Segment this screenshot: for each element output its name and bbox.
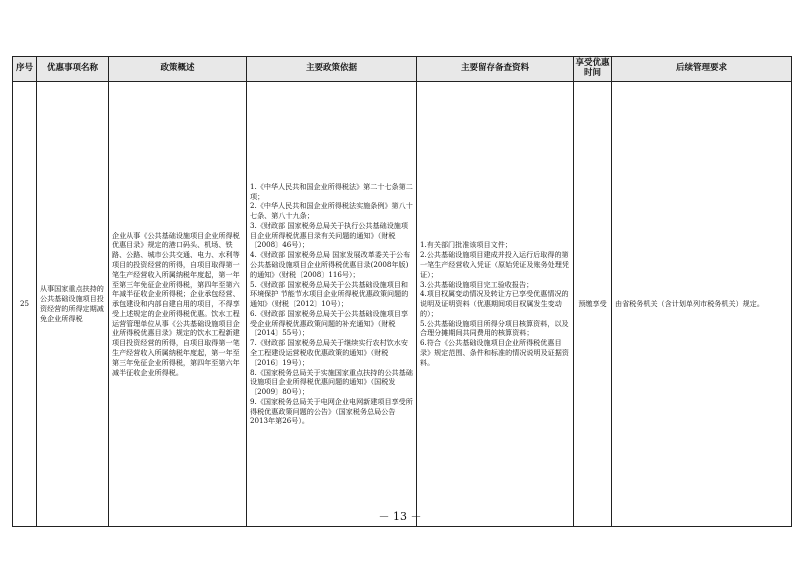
table-header-row [13, 57, 792, 82]
list-item: 2.《中华人民共和国企业所得税法实施条例》第八十七条、第八十九条； [250, 201, 413, 221]
list-item: 3.公共基础设施项目完工验收报告； [420, 279, 534, 289]
page-number: － 13 － [378, 510, 422, 523]
list-item: 2.公共基础设施项目建成并投入运行后取得的第一笔生产经营收入凭证（原始凭证及账务处理凭证）； [420, 250, 569, 279]
cell-overview: 企业从事《公共基础设施项目企业所得税优惠目录》规定的港口码头、机场、铁路、公路、城市公共交通、电力、水利等项目的投资经营的所得，自项目取得第一笔生产经营收入所属纳税年度起，第一年至第三年免征企业所得税，第四年至第六年减半征收企业所得税；企业承包经营、承包建设和内部自建自用的项目，不得享受上述规定的企业所得税优惠。饮水工程运营管理单位从事《公共基础设施项目企业所得税优惠目录》规定的饮水工程新建项目投资经营的所得，自项目取得第一笔生产经营收入所属纳税年度起，第一年至第三年免征企业所得税，第四年至第六年减半征收企业所得税。 [109, 82, 247, 527]
list-item: 5.《财政部 国家税务总局关于公共基础设施项目和环境保护 节能节水项目企业所得税优惠政策问题的通知》（财税〔2012〕10号）； [250, 279, 409, 309]
list-item: 5.公共基础设施项目所得分项目核算资料，以及合理分摊期间共同费用的核算资料； [420, 318, 569, 338]
table-row [13, 82, 792, 527]
cell-seq: 25 [13, 82, 37, 527]
header-term: 享受优惠时间 [574, 57, 612, 82]
list-item: 1.《中华人民共和国企业所得税法》第二十七条第二项； [250, 181, 413, 201]
list-item: 6.符合《公共基础设施项目企业所得税优惠目录》规定范围、条件和标准的情况说明及证据资料。 [420, 338, 569, 367]
cell-name: 从事国家重点扶持的公共基础设施项目投资经营的所得定期减免企业所得税 [37, 82, 109, 527]
header-basis: 主要政策依据 [247, 57, 417, 82]
header-overview: 政策概述 [109, 57, 247, 82]
list-item: 7.《财政部 国家税务总局关于继续实行农村饮水安全工程建设运营税收优惠政策的通知》（财税〔2016〕19号）； [250, 338, 408, 367]
docs-list [420, 240, 570, 367]
list-item: 4.项目权属变动情况及转让方已享受优惠情况的说明及证明资料（优惠期间项目权属发生变动的）； [420, 289, 569, 318]
list-item: 3.《财政部 国家税务总局关于执行公共基础设施项目企业所得税优惠目录有关问题的通知》（财税〔2008〕46号）； [250, 220, 408, 250]
header-seq: 序号 [13, 57, 37, 82]
basis-list [250, 182, 413, 427]
list-item: 1.有关部门批准该项目文件； [420, 240, 512, 250]
list-item: 9.《国家税务总局关于电网企业电网新建项目享受所得税优惠政策问题的公告》（国家税务总局公告2013年第26号）。 [250, 396, 413, 426]
list-item: 8.《国家税务总局关于实施国家重点扶持的公共基础设施项目企业所得税优惠问题的通知》（国税发〔2009〕80号）； [250, 367, 413, 397]
cell-term: 预缴享受 [574, 82, 612, 527]
list-item: 6.《财政部 国家税务总局关于公共基础设施项目享受企业所得税优惠政策问题的补充通知》（财税〔2014〕55号）； [250, 308, 408, 338]
header-docs: 主要留存备查资料 [417, 57, 574, 82]
header-name: 优惠事项名称 [37, 57, 109, 82]
header-follow-up: 后续管理要求 [612, 57, 792, 82]
cell-docs [417, 82, 574, 527]
tax-incentive-table [12, 56, 792, 527]
cell-follow-up: 由省税务机关（含计划单列市税务机关）规定。 [612, 82, 792, 527]
cell-basis [247, 82, 417, 527]
list-item: 4.《财政部 国家税务总局 国家发展改革委关于公布公共基础设施项目企业所得税优惠目录(2008年版)的通知》（财税〔2008〕116号）； [250, 250, 411, 279]
